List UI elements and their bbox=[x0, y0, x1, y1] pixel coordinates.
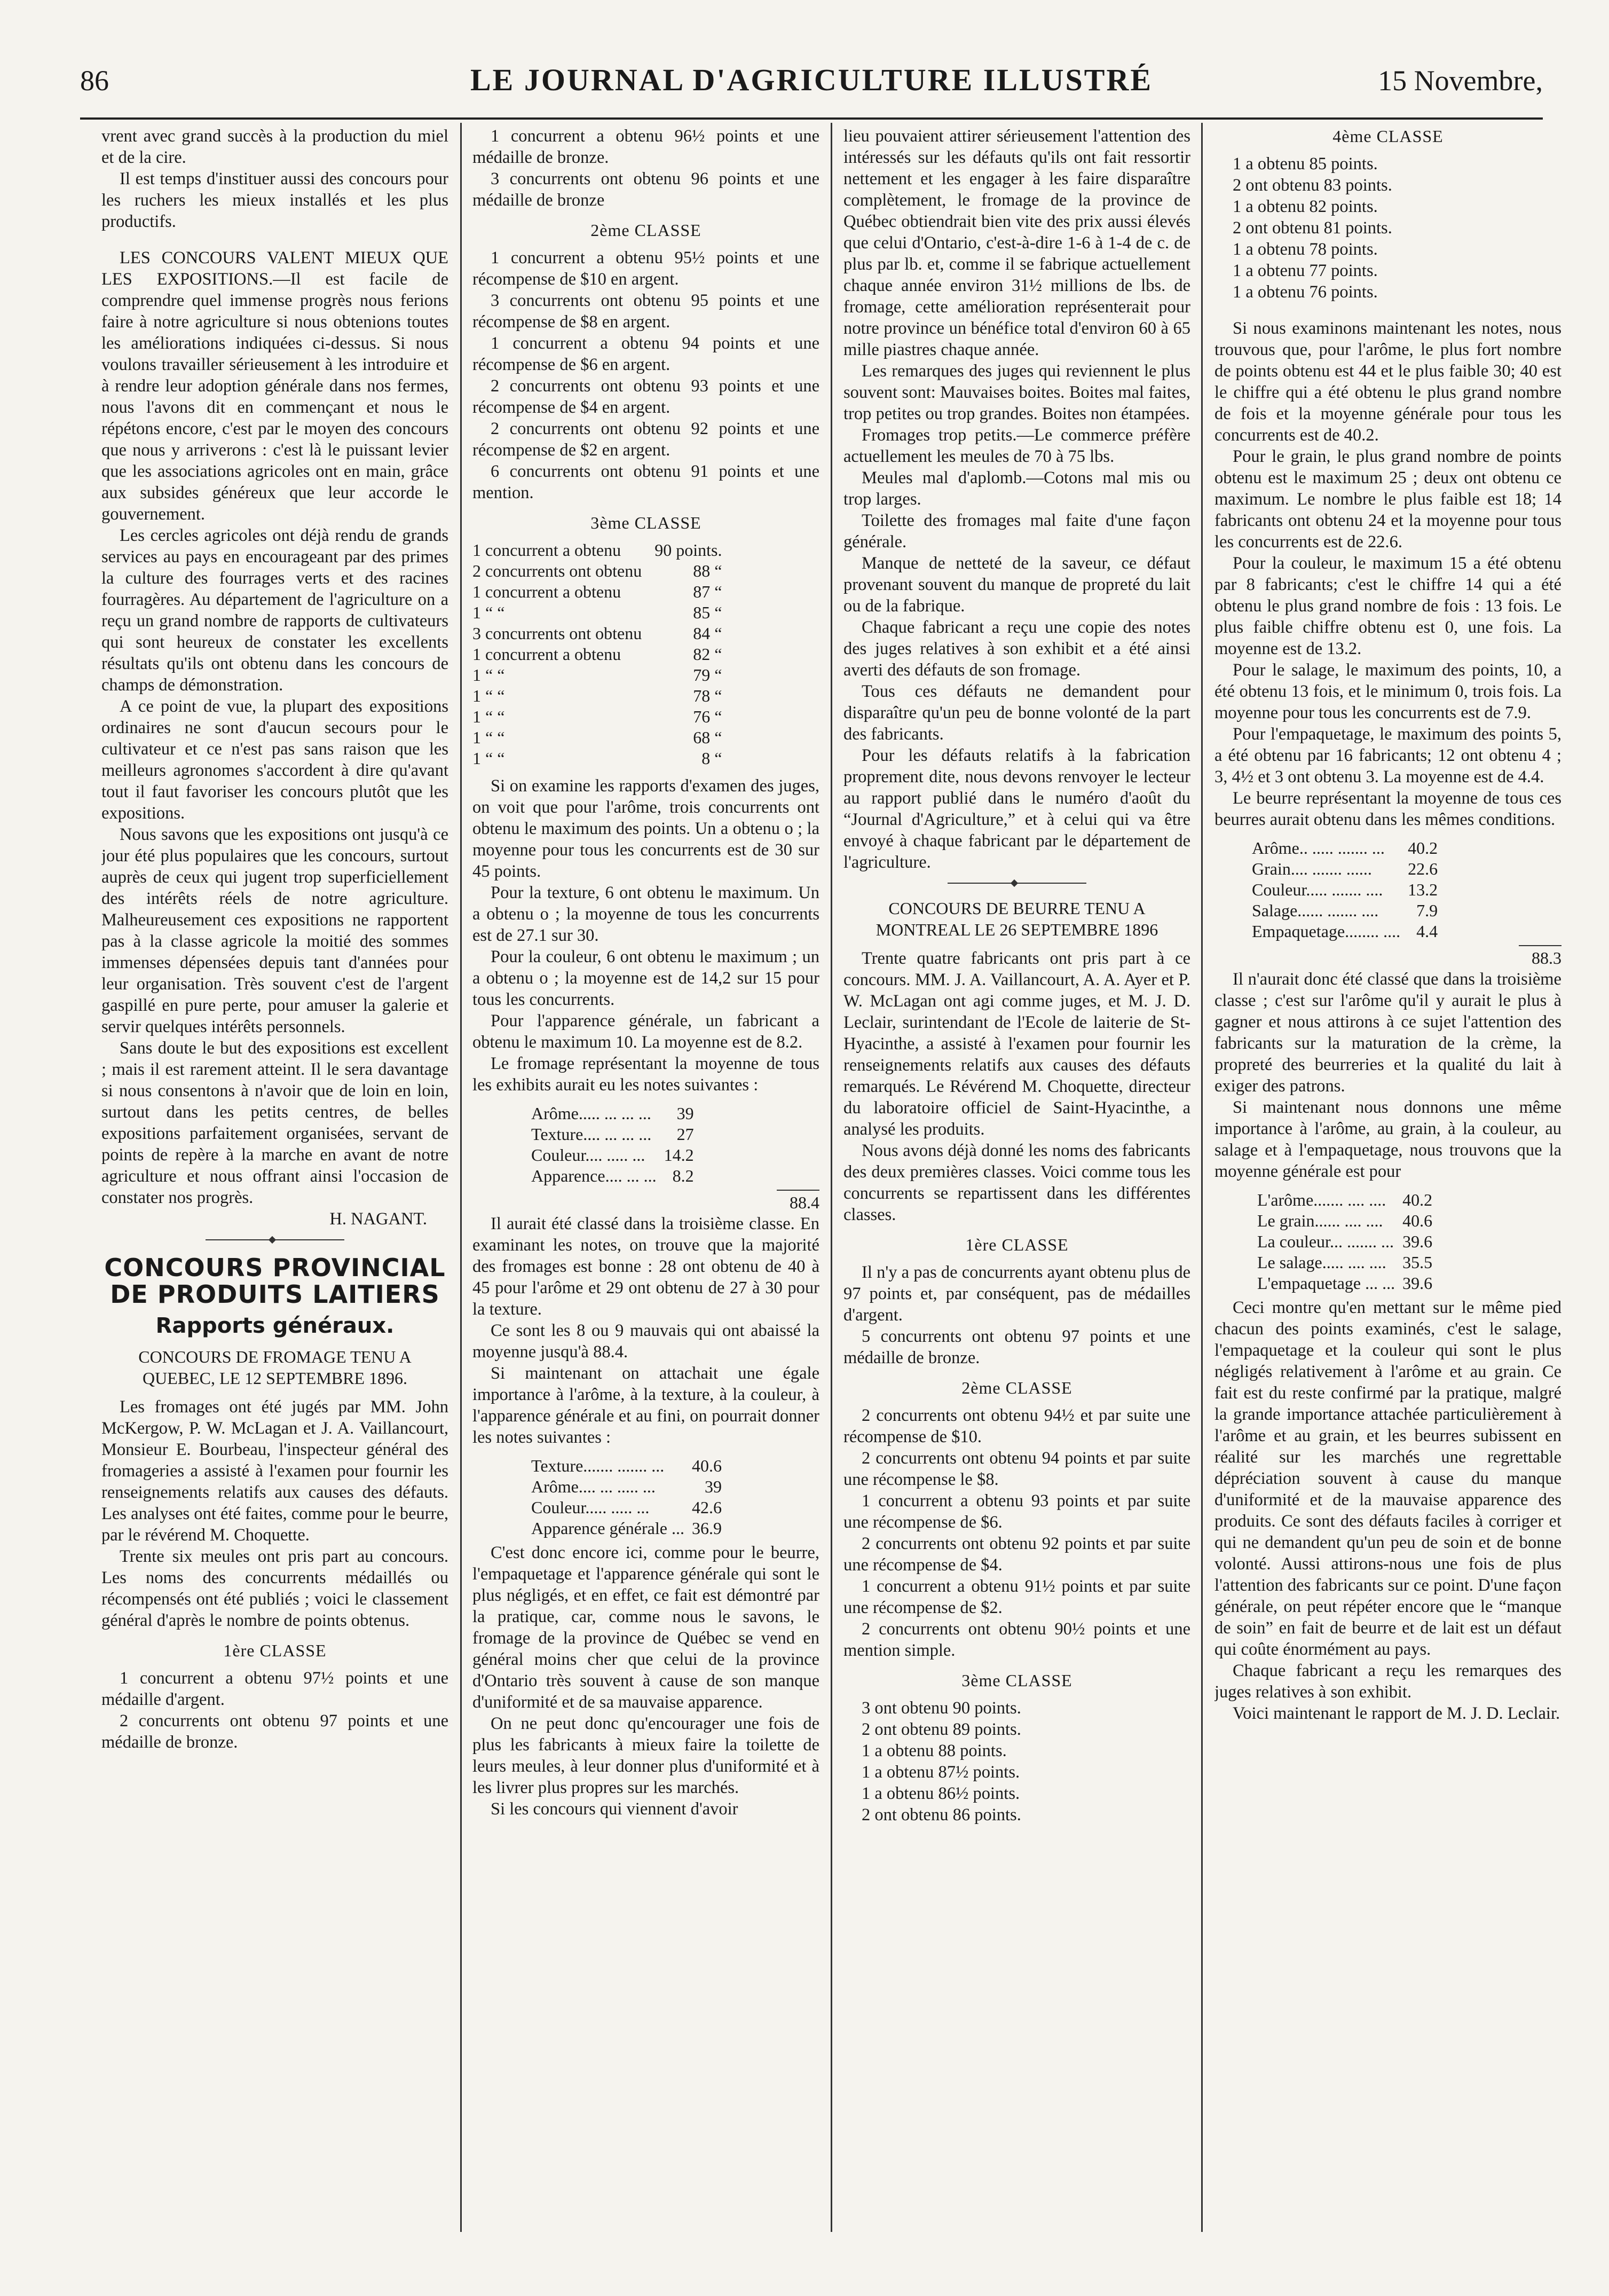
page-number: 86 bbox=[80, 65, 109, 97]
table-row: 3 concurrents ont obtenu 84 “ bbox=[472, 624, 722, 643]
section-subtitle: Rapports généraux. bbox=[155, 1314, 395, 1338]
list-item: 2 ont obtenu 86 points. bbox=[862, 1805, 1021, 1825]
table-row: 1 concurrent a obtenu 87 “ bbox=[472, 582, 722, 601]
table-row: L'arôme....... .... .... 40.2 bbox=[1257, 1190, 1433, 1209]
paragraph: Ce sont les 8 ou 9 mauvais qui ont abaissé la moyenne jusqu'à 88.4. bbox=[472, 1321, 819, 1362]
paragraph: 1 concurrent a obtenu 94 points et une récompense de $6 en argent. bbox=[472, 334, 819, 374]
list-item: 1 a obtenu 82 points. bbox=[1233, 197, 1378, 216]
paragraph: Si nous examinons maintenant les notes, nous trouvous que, pour l'arôme, le plus fort nombre de points obtenu est 44 et le plus faible 30; 40 est le chiffre qui a été obtenu le plus grand nombre de fois et la moyenne générale pour tous les concurrents est de 40.2. bbox=[1214, 319, 1561, 445]
notes-table bbox=[1257, 1190, 1432, 1294]
paragraph: 1 concurrent a obtenu 97½ points et une médaille d'argent. bbox=[101, 1669, 448, 1709]
paragraph: Pour la couleur, 6 ont obtenu le maximum ; un a obtenu o ; la moyenne est de 14,2 sur 15 pour tous les concurrents. bbox=[472, 947, 819, 1009]
list-item: 1 a obtenu 78 points. bbox=[1233, 240, 1378, 259]
paragraph: Meules mal d'aplomb.—Cotons mal mis ou trop larges. bbox=[843, 468, 1190, 509]
paragraph: Pour le grain, le plus grand nombre de points obtenu est le maximum 25 ; deux ont obtenu ce maximum. Le nombre le plus faible est 18; 14 fabricants ont obtenu 24 et la moyenne pour tous les concurrents est de 22.6. bbox=[1214, 447, 1561, 552]
table-row: 1 “ “ 78 “ bbox=[472, 686, 722, 705]
table-row: Apparence générale ... 36.9 bbox=[531, 1519, 722, 1538]
paragraph: Trente six meules ont pris part au concours. Les noms des concurrents médaillés ou récompensés ont été publiés ; voici le classement général d'après le nombre de points obtenus. bbox=[101, 1547, 448, 1630]
paragraph: On ne peut donc qu'encourager une fois de plus les fabricants à mieux faire la toilette de leurs meules, à leur donner plus d'uniformité et à les livrer plus propres sur les marchés. bbox=[472, 1714, 819, 1797]
notes-table bbox=[531, 1103, 694, 1186]
list-item: 2 ont obtenu 81 points. bbox=[1233, 218, 1392, 238]
column-rule bbox=[460, 123, 462, 2232]
column-1 bbox=[101, 125, 448, 2243]
paragraph: 5 concurrents ont obtenu 97 points et une médaille de bronze. bbox=[843, 1327, 1190, 1367]
paragraph: Il est temps d'instituer aussi des concours pour les ruchers les mieux installés et les plus productifs. bbox=[101, 169, 448, 231]
column-rule bbox=[1201, 123, 1203, 2232]
class-heading: 1ère CLASSE bbox=[965, 1235, 1069, 1254]
paragraph: 1 concurrent a obtenu 91½ points et par suite une récompense de $2. bbox=[843, 1577, 1190, 1617]
paragraph: 2 concurrents ont obtenu 92 points et une récompense de $2 en argent. bbox=[472, 419, 819, 460]
paragraph: 3 concurrents ont obtenu 95 points et une récompense de $8 en argent. bbox=[472, 291, 819, 332]
column-rule bbox=[831, 123, 832, 2232]
paragraph: Si maintenant nous donnons une même importance à l'arôme, au grain, à la couleur, au salage et à l'empaquetage, nous trouvons que la moyenne générale est pour bbox=[1214, 1098, 1561, 1181]
table-row: Arôme.. ..... ....... ... 40.2 bbox=[1252, 838, 1438, 858]
paragraph: Les remarques des juges qui reviennent le plus souvent sont: Mauvaises boites. Boites mal faites, trop petites ou trop grandes. Boites non étampées. bbox=[843, 361, 1190, 423]
paragraph: lieu pouvaient attirer sérieusement l'attention des intéressés sur les défauts qu'ils ont fait ressortir nettement et les engager à les faire disparaître complètement, le fromage de la province de Québec obtiendrait bien vite des prix aussi élevés que celui d'Ontario, c'est-à-dire 1-6 à 1-4 de c. de plus par lb. et, comme il se fabrique actuellement chaque année environ 31½ millions de lbs. de fromage, cette amélioration représenterait pour notre province un bénéfice total d'environ 60 à 65 mille piastres chaque année. bbox=[843, 127, 1190, 359]
table-row: La couleur... ....... ... 39.6 bbox=[1257, 1232, 1433, 1251]
paragraph: Pour le salage, le maximum des points, 10, a été obtenu 13 fois, et le minimum 0, trois fois. La moyenne pour tous les concurrents est de 7.9. bbox=[1214, 661, 1561, 722]
paragraph: Pour la couleur, le maximum 15 a été obtenu par 8 fabricants; c'est le chiffre 14 qui a été obtenu le plus grand nombre de fois : 13 fois. Le plus faible chiffre obtenu est 0, une fois. La moyenne est de 13.2. bbox=[1214, 554, 1561, 658]
table-row: Le salage..... .... .... 35.5 bbox=[1257, 1253, 1433, 1272]
paragraph: Chaque fabricant a reçu une copie des notes des juges relatives à son exhibit et a été ainsi averti des défauts de son fromage. bbox=[843, 618, 1190, 680]
list-item: 1 a obtenu 87½ points. bbox=[862, 1763, 1020, 1782]
paragraph: Le fromage représentant la moyenne de tous les exhibits aurait eu les notes suivantes : bbox=[472, 1054, 819, 1095]
table-row: L'empaquetage ... ... 39.6 bbox=[1257, 1273, 1433, 1293]
table-row: Arôme.... ... ..... ... 39 bbox=[531, 1477, 722, 1496]
table-row: Couleur..... ..... ... 42.6 bbox=[531, 1498, 722, 1517]
notes-total: 88.4 bbox=[472, 1190, 819, 1213]
list-item: 1 a obtenu 76 points. bbox=[1233, 282, 1378, 302]
paragraph: Nous avons déjà donné les noms des fabricants des deux premières classes. Voici comme tous les concurrents se repartissent dans les différentes classes. bbox=[843, 1141, 1190, 1224]
table-row: 1 concurrent a obtenu 90 points. bbox=[472, 540, 722, 560]
column-3 bbox=[843, 125, 1190, 2243]
list-item: 1 a obtenu 85 points. bbox=[1233, 154, 1378, 174]
table-row: Texture.... ... ... ... 27 bbox=[531, 1125, 694, 1144]
points-table bbox=[472, 540, 725, 769]
paragraph: 2 concurrents ont obtenu 92 points et par suite une récompense de $4. bbox=[843, 1534, 1190, 1575]
table-row: 1 “ “ 79 “ bbox=[472, 665, 722, 685]
paragraph: Il n'aurait donc été classé que dans la troisième classe ; c'est sur l'arôme qu'il y aurait le plus à gagner et nous attirons à ce sujet l'attention des fabricants sur la maturation de la crème, la propreté des beurreries et la qualité du lait à exiger des patrons. bbox=[1214, 970, 1561, 1096]
section-title: CONCOURS PROVINCIAL DE PRODUITS LAITIERS bbox=[104, 1253, 446, 1309]
list-item: 3 ont obtenu 90 points. bbox=[862, 1699, 1021, 1718]
table-row: Le grain...... .... .... 40.6 bbox=[1257, 1211, 1433, 1230]
table-row: 1 “ “ 68 “ bbox=[472, 728, 722, 747]
table-row: 1 “ “ 76 “ bbox=[472, 707, 722, 726]
table-row: Texture....... ....... ... 40.6 bbox=[531, 1456, 722, 1475]
paragraph: Les cercles agricoles ont déjà rendu de grands services au pays en encourageant par des primes la culture des fourrages verts et des racines fourragères. Au département de l'agriculture on a reçu un grand nombre de rapports de cultivateurs qui sont heureux de constater les excellents résultats qu'ils ont obtenu dans les concours de champs de démonstration. bbox=[101, 526, 448, 695]
paragraph: Voici maintenant le rapport de M. J. D. Leclair. bbox=[1233, 1704, 1560, 1723]
masthead: LE JOURNAL D'AGRICULTURE ILLUSTRÉ bbox=[470, 62, 1153, 97]
paragraph: 2 concurrents ont obtenu 90½ points et une mention simple. bbox=[843, 1619, 1190, 1660]
paragraph: 1 concurrent a obtenu 96½ points et une médaille de bronze. bbox=[472, 127, 819, 167]
paragraph: Nous savons que les expositions ont jusqu'à ce jour été plus populaires que les concours, surtout auprès de ceux qui jugent trop superficiellement des intérêts réels de notre agriculture. Malheureusement ces expositions ne rapportent pas à la classe agricole la moitié des sommes immenses dépensées depuis tant d'années pour leur organisation. Très souvent c'est de l'argent gaspillé en pure perte, pour amuser la galerie et servir quelques intérêts personnels. bbox=[101, 825, 448, 1036]
list-item: 2 ont obtenu 83 points. bbox=[1233, 176, 1392, 195]
table-row: Couleur.... ..... ... 14.2 bbox=[531, 1145, 694, 1165]
paragraph: 2 concurrents ont obtenu 94 points et par suite une récompense le $8. bbox=[843, 1449, 1190, 1489]
paragraph: 1 concurrent a obtenu 95½ points et une récompense de $10 en argent. bbox=[472, 248, 819, 289]
table-row: 1 “ “ 85 “ bbox=[472, 603, 722, 622]
paragraph: Pour la texture, 6 ont obtenu le maximum. Un a obtenu o ; la moyenne de tous les concurrents est de 27.1 sur 30. bbox=[472, 883, 819, 945]
paragraph: Chaque fabricant a reçu les remarques des juges relatives à son exhibit. bbox=[1214, 1661, 1561, 1702]
table-row: 2 concurrents ont obtenu 88 “ bbox=[472, 561, 722, 580]
subsection-heading: CONCOURS DE FROMAGE TENU A QUEBEC, LE 12 SEPTEMBRE 1896. bbox=[138, 1347, 412, 1388]
table-row: Arôme..... ... ... ... 39 bbox=[531, 1104, 694, 1123]
paragraph: A ce point de vue, la plupart des expositions ordinaires ne sont d'aucun secours pour le cultivateur et ce n'est pas sans raison que les meilleurs agronomes s'accordent à dire qu'avant tout il faut favoriser les concours plutôt que les expositions. bbox=[101, 697, 448, 823]
paragraph: 2 concurrents ont obtenu 93 points et une récompense de $4 en argent. bbox=[472, 376, 819, 417]
class-heading: 1ère CLASSE bbox=[223, 1641, 327, 1660]
notes-table bbox=[1252, 838, 1438, 942]
paragraph: 2 concurrents ont obtenu 97 points et une médaille de bronze. bbox=[101, 1711, 448, 1752]
paragraph: C'est donc encore ici, comme pour le beurre, l'empaquetage et l'apparence générale qui sont le plus négligés, et en effet, ce fait est démontré par la pratique, car, comme nous le savons, le fromage de la province de Québec se vend en général moins cher que celui de la province d'Ontario très souvent à cause de son manque d'uniformité et de sa mauvaise apparence. bbox=[472, 1543, 819, 1712]
table-row: Couleur..... ....... .... 13.2 bbox=[1252, 880, 1438, 899]
column-2 bbox=[472, 125, 819, 2243]
class-heading: 3ème CLASSE bbox=[961, 1671, 1072, 1690]
page-header bbox=[80, 59, 1543, 120]
paragraph: 2 concurrents ont obtenu 94½ et par suite une récompense de $10. bbox=[843, 1406, 1190, 1446]
paragraph: Trente quatre fabricants ont pris part à ce concours. MM. J. A. Vaillancourt, A. A. Ayer et P. W. McLagan ont agi comme juges, et M. J. D. Leclair, surintendant de l'Ecole de laiterie de St-Hyacinthe, a assisté à l'examen pour fournir les renseignements relatifs aux causes des défauts remarqués. Le Révérend M. Choquette, directeur du laboratoire officiel de Saint-Hyacinthe, a analysé les produits. bbox=[843, 949, 1190, 1139]
paragraph: Pour l'apparence générale, un fabricant a obtenu le maximum 10. La moyenne est de 8.2. bbox=[472, 1011, 819, 1052]
paragraph: Si maintenant on attachait une égale importance à l'arôme, à la texture, à la couleur, à l'apparence générale et au fini, on pourrait donner les notes suivantes : bbox=[472, 1364, 819, 1447]
list-item: 2 ont obtenu 89 points. bbox=[862, 1720, 1021, 1739]
notes-table bbox=[531, 1456, 722, 1539]
signature: H. NAGANT. bbox=[329, 1209, 427, 1229]
table-row: Salage...... ....... .... 7.9 bbox=[1252, 901, 1438, 920]
paragraph: Les fromages ont été jugés par MM. John McKergow, P. W. McLagan et J. A. Vaillancourt, Monsieur E. Bourbeau, l'inspecteur général des fromageries a assisté à l'examen pour fournir les renseignements relatifs aux causes des défauts. Les analyses ont été faites, comme pour le beurre, par le révérend M. Choquette. bbox=[101, 1397, 448, 1545]
list-item: 1 a obtenu 88 points. bbox=[862, 1741, 1007, 1760]
paragraph: 6 concurrents ont obtenu 91 points et une mention. bbox=[472, 462, 819, 502]
table-row: Grain.... ....... ...... 22.6 bbox=[1252, 859, 1438, 878]
paragraph: Manque de netteté de la saveur, ce défaut provenant souvent du manque de propreté du lait ou de la fabrique. bbox=[843, 554, 1190, 616]
paragraph: Si les concours qui viennent d'avoir bbox=[491, 1799, 738, 1819]
class-heading: 2ème CLASSE bbox=[961, 1378, 1072, 1397]
paragraph: Fromages trop petits.—Le commerce préfère actuellement les meules de 70 à 75 lbs. bbox=[843, 426, 1190, 466]
paragraph: Si on examine les rapports d'examen des juges, on voit que pour l'arôme, trois concurrents ont obtenu le maximum des points. Un a obtenu o ; la moyenne pour tous les concurrents est de 30 sur 45 points. bbox=[472, 776, 819, 881]
table-row: Empaquetage........ .... 4.4 bbox=[1252, 922, 1438, 941]
class-heading: 4ème CLASSE bbox=[1332, 127, 1444, 146]
paragraph: Il aurait été classé dans la troisième classe. En examinant les notes, on trouve que la majorité des fromages est bonne : 28 ont obtenu de 40 à 45 pour l'arôme et 29 ont obtenu de 27 à 30 pour la texture. bbox=[472, 1214, 819, 1319]
paragraph: LES CONCOURS VALENT MIEUX QUE LES EXPOSITIONS.—Il est facile de comprendre quel immense progrès nous ferions faire à notre agriculture si nous obtenions toutes les améliorations indiquées ci-dessus. Si nous voulons travailler sérieusement à les introduire et à rendre leur adoption générale dans nos fermes, nous l'avons dit en commençant et nous le répétons encore, c'est par le moyen des concours que nous y arriverons : c'est là le puissant levier que les associations agricoles ont en main, grâce aux subsides généreux que leur accorde le gouvernement. bbox=[101, 248, 448, 524]
divider bbox=[948, 883, 1086, 888]
paragraph: Il n'y a pas de concurrents ayant obtenu plus de 97 points et, par conséquent, pas de médailles d'argent. bbox=[843, 1263, 1190, 1325]
paragraph: Le beurre représentant la moyenne de tous ces beurres aurait obtenu dans les mêmes conditions. bbox=[1214, 789, 1561, 829]
paragraph: vrent avec grand succès à la production du miel et de la cire. bbox=[101, 127, 448, 167]
paragraph: Pour les défauts relatifs à la fabrication proprement dite, nous devons renvoyer le lecteur au rapport publié dans le numéro d'août du “Journal d'Agriculture,” et à celui qui va être envoyé à chaque fabricant par le département de l'agriculture. bbox=[843, 746, 1190, 872]
paragraph: 1 concurrent a obtenu 93 points et par suite une récompense de $6. bbox=[843, 1491, 1190, 1532]
list-item: 1 a obtenu 86½ points. bbox=[862, 1784, 1020, 1803]
list-item: 1 a obtenu 77 points. bbox=[1233, 261, 1378, 280]
class-heading: 2ème CLASSE bbox=[590, 221, 701, 240]
paragraph: 3 concurrents ont obtenu 96 points et une médaille de bronze bbox=[472, 169, 819, 210]
subsection-heading: CONCOURS DE BEURRE TENU A MONTREAL LE 26 SEPTEMBRE 1896 bbox=[876, 899, 1158, 939]
paragraph: Toilette des fromages mal faite d'une façon générale. bbox=[843, 511, 1190, 552]
column-4 bbox=[1214, 125, 1561, 2243]
class-heading: 3ème CLASSE bbox=[590, 513, 701, 532]
paragraph: Tous ces défauts ne demandent pour disparaître qu'un peu de bonne volonté de la part des fabricants. bbox=[843, 682, 1190, 744]
issue-date: 15 Novembre, bbox=[1378, 65, 1543, 97]
paragraph: Pour l'empaquetage, le maximum des points 5, a été obtenu par 16 fabricants; 12 ont obtenu 4 ; 3, 4½ et 3 ont obtenu 3. La moyenne est de 4.4. bbox=[1214, 725, 1561, 787]
paragraph: Ceci montre qu'en mettant sur le même pied chacun des points examinés, c'est le salage, l'empaquetage et la couleur qui sont le plus négligés relativement à l'arôme et au grain. Ce fait est du reste confirmé par la pratique, malgré la grande importance attachée particulièrement à l'arôme et au grain, et les beurres subissent en réalité sur les marchés une regrettable dépréciation souvent à cause du manque d'uniformité et de la mauvaise apparence des produits. Ce sont des défauts faciles à corriger et qui ne demandent qu'un peu de soin et de bonne volonté. Aussi attirons-nous une fois de plus l'attention des fabricants sur ce point. D'une façon générale, on peut répéter encore que le “manque de soin” en fait de beurre et de lait est un défaut qui coûte énormément au pays. bbox=[1214, 1298, 1561, 1659]
notes-total: 88.3 bbox=[1214, 945, 1561, 969]
paragraph: Sans doute le but des expositions est excellent ; mais il est rarement atteint. Il le sera davantage si nous consentons à n'avoir que de loin en loin, surtout dans les petits centres, de belles expositions parfaitement organisées, servant de points de repère à la marche en avant de notre agriculture et nous offrant ainsi l'occasion de constater nos progrès. bbox=[101, 1039, 448, 1207]
divider bbox=[206, 1239, 344, 1245]
table-row: 1 “ “ 8 “ bbox=[472, 749, 722, 768]
table-row: Apparence.... ... ... 8.2 bbox=[531, 1166, 694, 1185]
table-row: 1 concurrent a obtenu 82 “ bbox=[472, 644, 722, 664]
